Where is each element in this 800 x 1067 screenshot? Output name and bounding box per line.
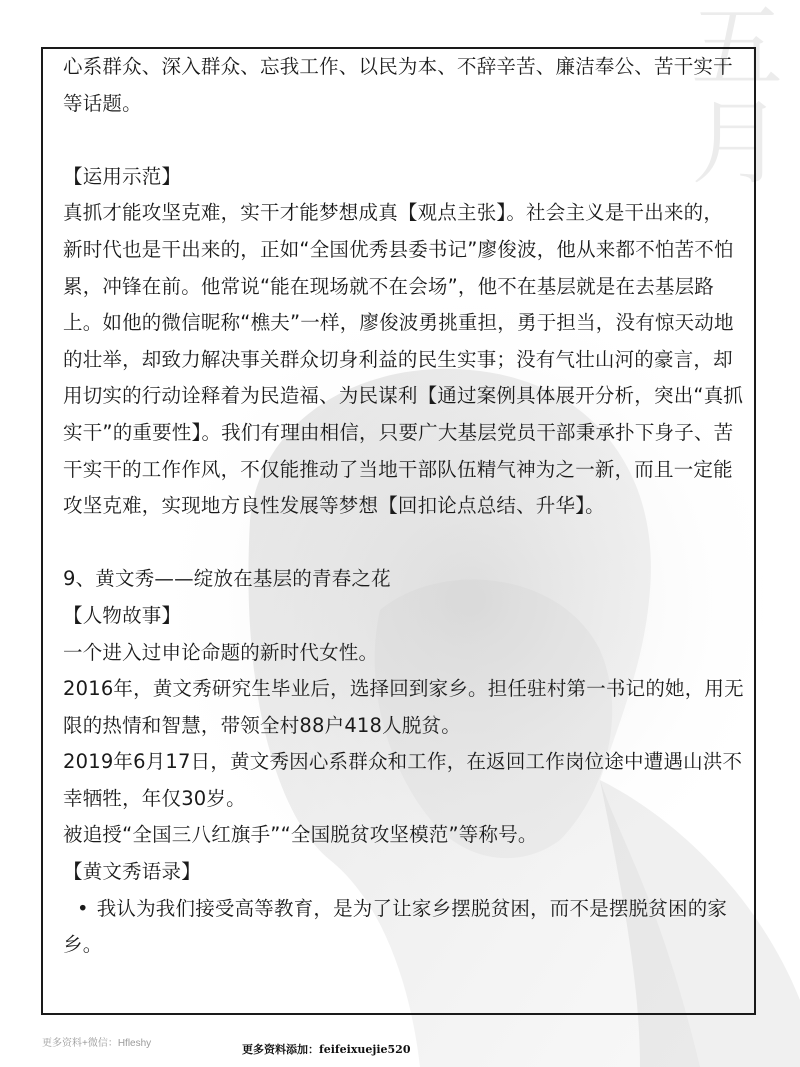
section-title-huang-wenxiu: 9、黄文秀——绽放在基层的青春之花	[63, 567, 391, 591]
quote-bullet-item	[63, 891, 753, 928]
watermark-char: 月	[690, 90, 783, 197]
section-heading-example: 【运用示范】	[63, 164, 182, 188]
paragraph-line: 干实干的工作作风，不仅能推动了当地干部队伍精气神为之一新，而且一定能	[63, 457, 733, 481]
paragraph-line: 新时代也是干出来的，正如“全国优秀县委书记”廖俊波，他从来都不怕苦不怕	[63, 237, 734, 261]
bullet-icon: •	[77, 896, 89, 920]
section-heading-story: 【人物故事】	[63, 603, 182, 627]
paragraph-line: 真抓才能攻坚克难，实干才能梦想成真【观点主张】。社会主义是干出来的，	[63, 201, 724, 225]
quote-text-continuation: 乡。	[63, 933, 103, 957]
paragraph-line: 攻坚克难，实现地方良性发展等梦想【回扣论点总结、升华】。	[63, 494, 605, 518]
blank-line	[63, 122, 753, 159]
section-heading-quotes: 【黄文秀语录】	[63, 860, 201, 884]
document-body	[63, 49, 753, 964]
quote-text: 我认为我们接受高等教育，是为了让家乡摆脱贫困，而不是摆脱贫困的家	[96, 896, 728, 920]
watermark-char: 五	[690, 0, 783, 101]
paragraph-line: 幸牺牲，年仅30岁。	[63, 786, 246, 810]
paragraph-line: 被追授“全国三八红旗手”“全国脱贫攻坚模范”等称号。	[63, 823, 538, 847]
footer-more-materials: 更多资料添加：feifeixuejie520	[242, 1043, 411, 1056]
paragraph-line: 一个进入过申论命题的新时代女性。	[63, 640, 379, 664]
paragraph-line: 用切实的行动诠释着为民造福、为民谋利【通过案例具体展开分析，突出“真抓	[63, 384, 744, 408]
paragraph-line: 等话题。	[63, 91, 142, 115]
paragraph-line: 累，冲锋在前。他常说“能在现场就不在会场”，他不在基层就是在去基层路	[63, 274, 715, 298]
paragraph-line: 上。如他的微信昵称“樵夫”一样，廖俊波勇挑重担，勇于担当，没有惊天动地	[63, 311, 734, 335]
paragraph-line: 的壮举，却致力解决事关群众切身利益的民生实事；没有气壮山河的豪言，却	[63, 347, 733, 371]
footer-wechat-note: 更多资料+微信：Hfleshy	[42, 1038, 152, 1049]
paragraph-line: 2016年，黄文秀研究生毕业后，选择回到家乡。担任驻村第一书记的她，用无	[63, 677, 744, 701]
paragraph-line: 2019年6月17日，黄文秀因心系群众和工作，在返回工作岗位途中遭遇山洪不	[63, 750, 743, 774]
blank-line	[63, 525, 753, 562]
paragraph-line: 限的热情和智慧，带领全村88户418人脱贫。	[63, 713, 461, 737]
paragraph-line: 实干”的重要性】。我们有理由相信，只要广大基层党员干部秉承扑下身子、苦	[63, 420, 734, 444]
paragraph-line: 心系群众、深入群众、忘我工作、以民为本、不辞辛苦、廉洁奉公、苦干实干	[63, 55, 733, 78]
